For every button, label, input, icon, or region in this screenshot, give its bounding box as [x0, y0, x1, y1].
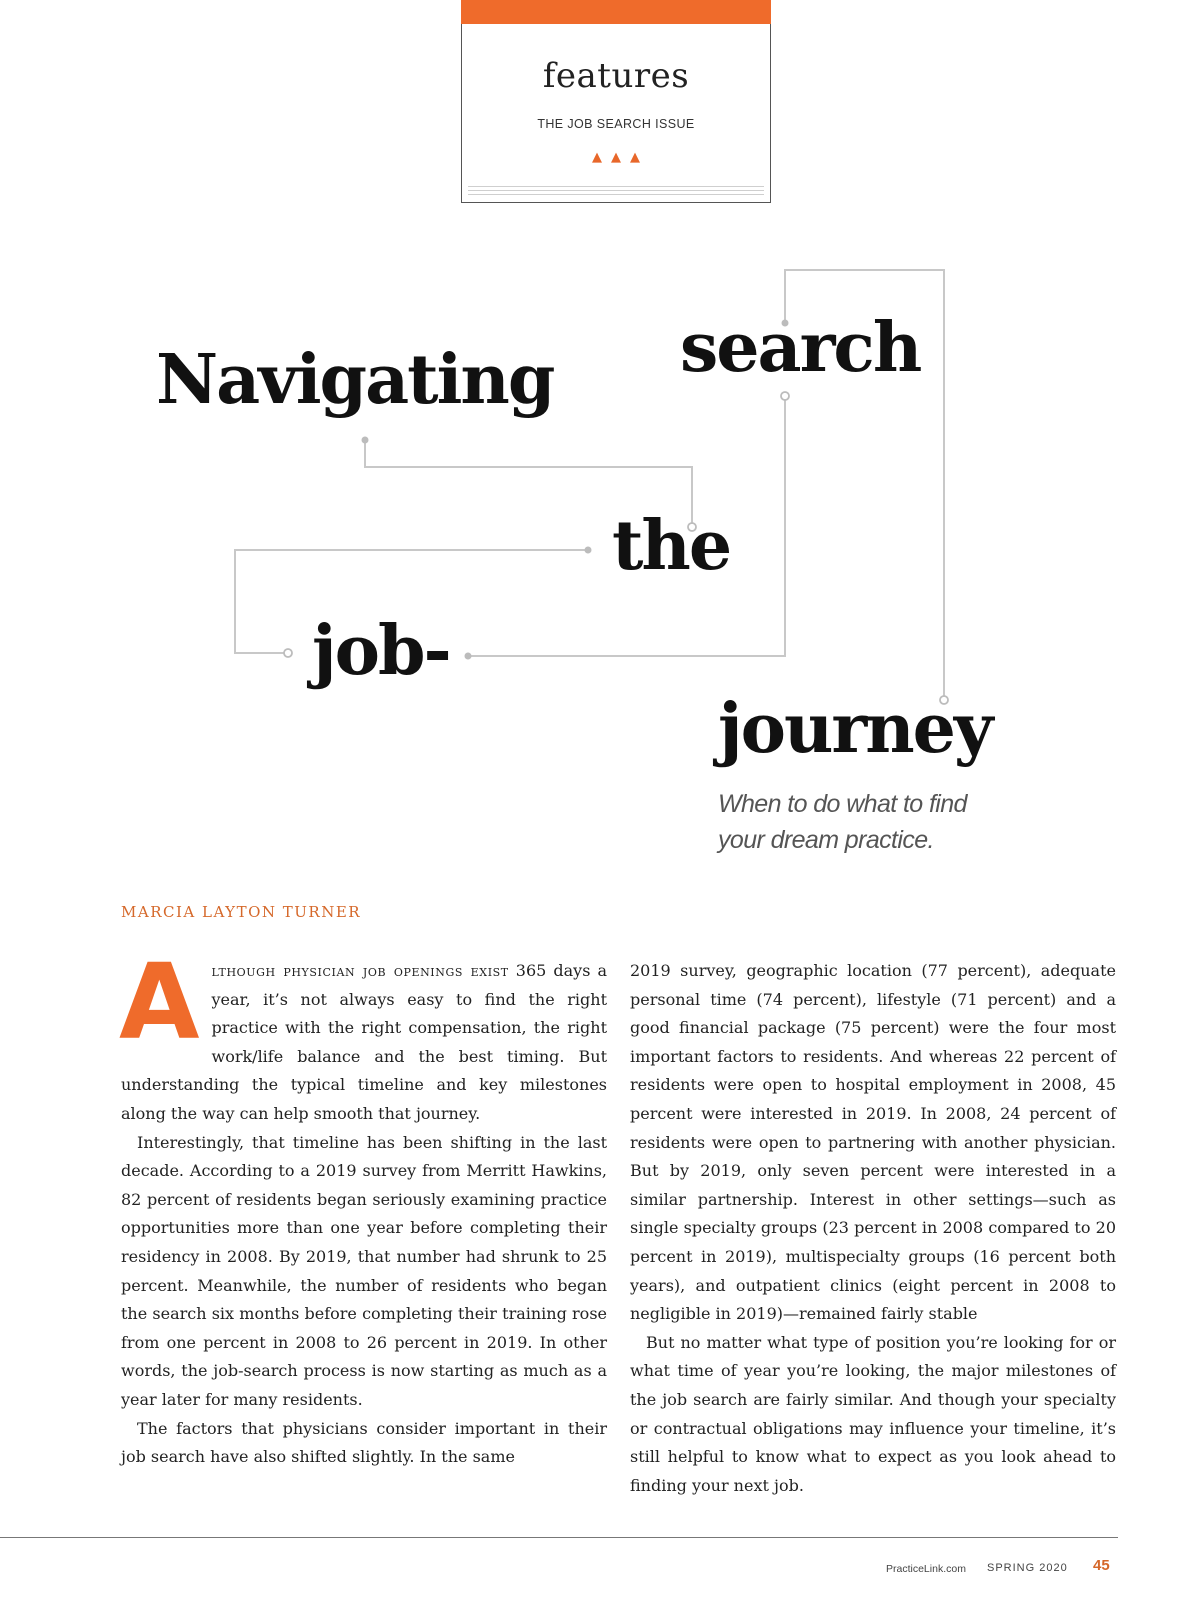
article-column-left — [119, 941, 607, 1472]
triangle-ornament-icon: ▲▲▲ — [592, 150, 649, 165]
page-number: 45 — [1093, 1557, 1110, 1574]
paragraph-3-start: The factors that physicians consider important in their job search have also shifted slightly. In the same — [121, 1418, 607, 1467]
paragraph-3-continued: 2019 survey, geographic location (77 percent), adequate personal time (74 percent), lifestyle (71 percent) and a good financial package (75 percent) were the four most important factors to residents. And whereas 22 percent of residents were open to hospital employment in 2008, 45 percent were interested in 2019. In 2008, 24 percent of residents were open to partnering with another physician. But by 2019, only seven percent were interested in a similar partnership. Interest in other settings—such as single specialty groups (23 percent in 2008 compared to 20 percent in 2019), multispecialty groups (16 percent both years), and outpatient clinics (eight percent in 2008 to negligible in 2019)—remained fairly stable — [630, 961, 1116, 1324]
drop-cap: A — [119, 941, 200, 1063]
issue-label: THE JOB SEARCH ISSUE — [537, 117, 695, 131]
paragraph-1-text: 365 days a year, it’s not always easy to find the right practice with the right compensation, the right work/life balance and the best timing. But understanding the typical timeline and key milestones along the way can help smooth that journey. — [121, 961, 607, 1123]
article-subtitle: When to do what to find your dream practice. — [718, 790, 967, 854]
author-byline: MARCIA LAYTON TURNER — [121, 903, 362, 921]
lead-in-text: lthough physician job openings exist — [211, 961, 509, 980]
article-column-right — [630, 957, 1116, 1500]
title-word-journey: journey — [718, 689, 992, 769]
paragraph-4: But no matter what type of position you’re looking for or what time of year you’re looking, the major milestones of the job search are fairly similar. And though your specialty or contractual obligations may influence your timeline, it’s still helpful to know what to expect as you look ahead to finding your next job. — [630, 1332, 1116, 1495]
paragraph-1 — [119, 941, 607, 1129]
title-word-the: the — [612, 506, 731, 586]
footer-rule — [0, 1537, 1118, 1538]
footer-issue: SPRING 2020 — [987, 1562, 1068, 1574]
footer-website: PracticeLink.com — [886, 1563, 966, 1575]
title-word-navigating: Navigating — [156, 340, 554, 420]
section-label: features — [542, 56, 690, 96]
paragraph-2: Interestingly, that timeline has been shifting in the last decade. According to a 2019 survey from Merritt Hawkins, 82 percent of residents began seriously examining practice opportunities more than one year before completing their residency in 2008. By 2019, that number had shrunk to 25 percent. Meanwhile, the number of residents who began the search six months before completing their training rose from one percent in 2008 to 26 percent in 2019. In other words, the job-search process is now starting as much as a year later for many residents. — [121, 1132, 607, 1409]
title-word-search: search — [680, 308, 921, 388]
title-word-job: job- — [312, 611, 450, 691]
